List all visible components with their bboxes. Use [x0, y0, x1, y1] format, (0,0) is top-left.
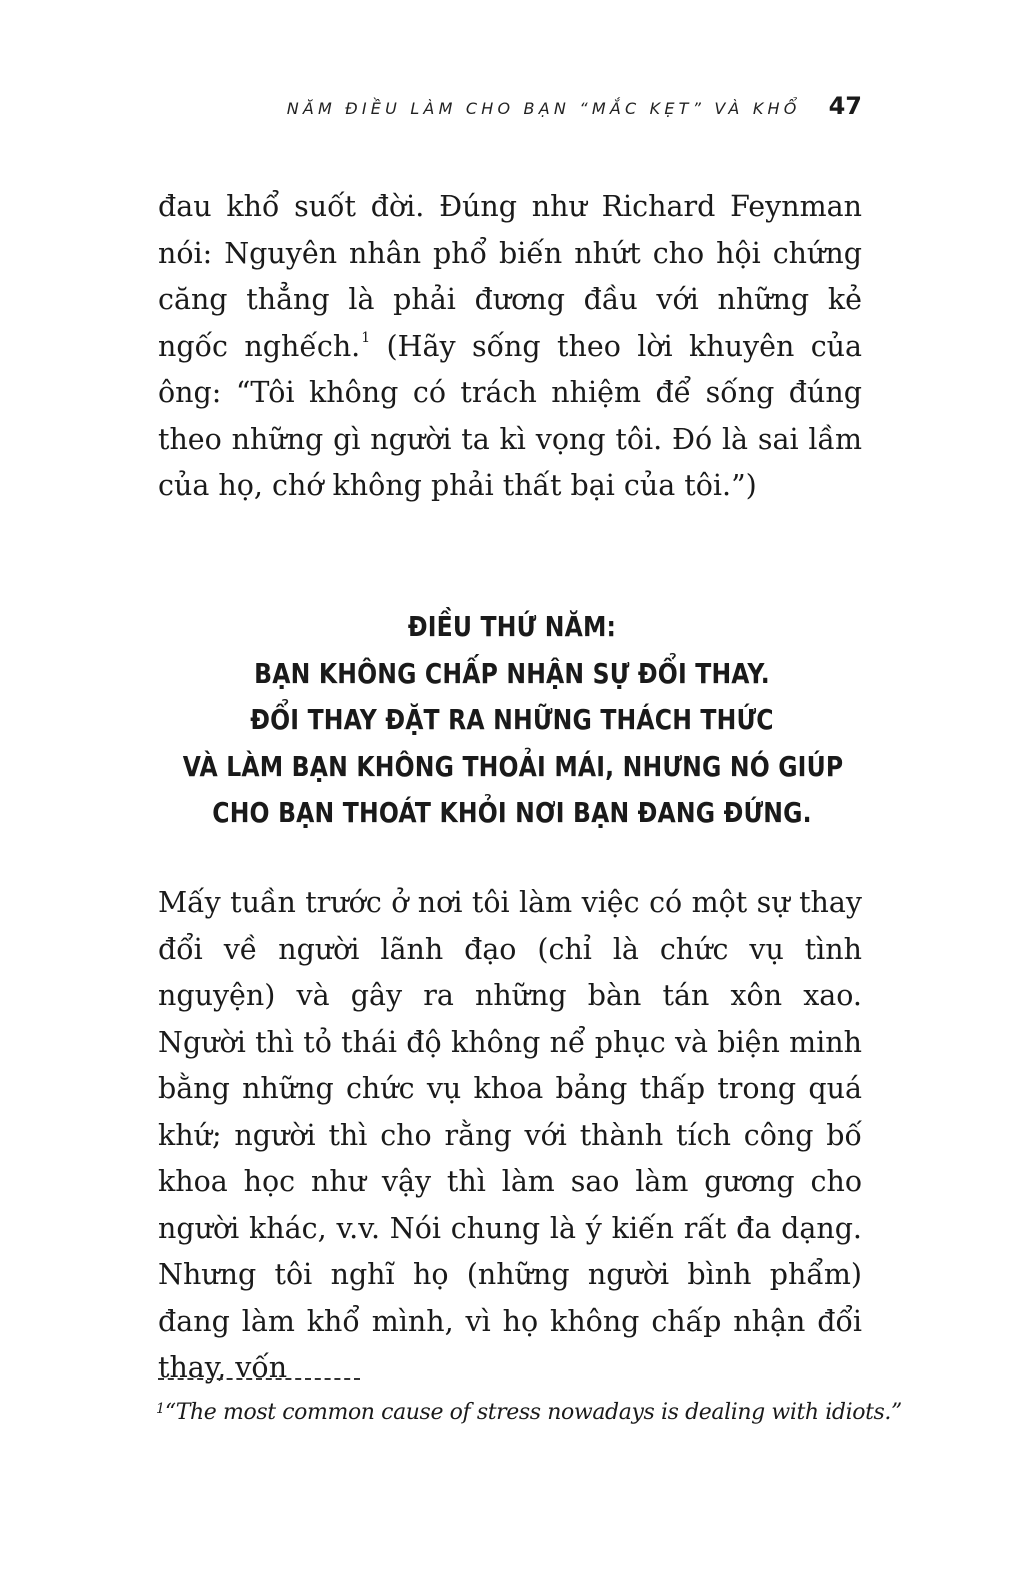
heading-line: ĐIỀU THỨ NĂM:: [407, 610, 617, 643]
page-number: 47: [828, 92, 862, 120]
section-heading: [183, 604, 842, 837]
paragraph-1-text: đau khổ suốt đời. Đúng như Richard Feynman nói: Nguyên nhân phổ biến nhứt cho hội chứng căng thẳng là phải đương đầu với những kẻ ngốc nghếch.: [158, 190, 862, 363]
footnote-reference[interactable]: 1: [361, 329, 371, 346]
heading-line: CHO BẠN THOÁT KHỎI NƠI BẠN ĐANG ĐỨNG.: [212, 796, 812, 829]
heading-line: VÀ LÀM BẠN KHÔNG THOẢI MÁI, NHƯNG NÓ GIÚP: [182, 749, 844, 783]
paragraph-leadership-change: Mấy tuần trước ở nơi tôi làm việc có một sự thay đổi về người lãnh đạo (chỉ là chức vụ tình nguyện) và gây ra những bàn tán xôn xao. Người thì tỏ thái độ không nể phục và biện minh bằng những chức vụ khoa bảng thấp trong quá khứ; người thì cho rằng với thành tích công bố khoa học như vậy thì làm sao làm gương cho người khác, v.v. Nói chung là ý kiến rất đa dạng. Nhưng tôi nghĩ họ (những người bình phẩm) đang làm khổ mình, vì họ không chấp nhận đổi thay, vốn: [158, 886, 862, 1384]
running-header: [287, 92, 862, 120]
running-title: NĂM ĐIỀU LÀM CHO BẠN “MẮC KẸT” VÀ KHỔ: [286, 99, 801, 118]
paragraph-1-text-after: (Hãy sống theo lời khuyên của ông: “Tôi không có trách nhiệm để sống đúng theo những gì người ta kì vọng tôi. Đó là sai lầm của họ, chớ không phải thất bại của tôi.”): [158, 329, 863, 502]
footnote-marker: 1: [156, 1401, 165, 1417]
heading-line: BẠN KHÔNG CHẤP NHẬN SỰ ĐỔI THAY.: [254, 656, 770, 690]
footnote-divider: [158, 1378, 360, 1380]
footnote: [156, 1400, 902, 1425]
heading-line: ĐỔI THAY ĐẶT RA NHỮNG THÁCH THỨC: [250, 703, 774, 736]
paragraph-feynman-quote: [158, 184, 862, 510]
footnote-text: “The most common cause of stress nowadays is dealing with idiots.”: [164, 1400, 902, 1425]
